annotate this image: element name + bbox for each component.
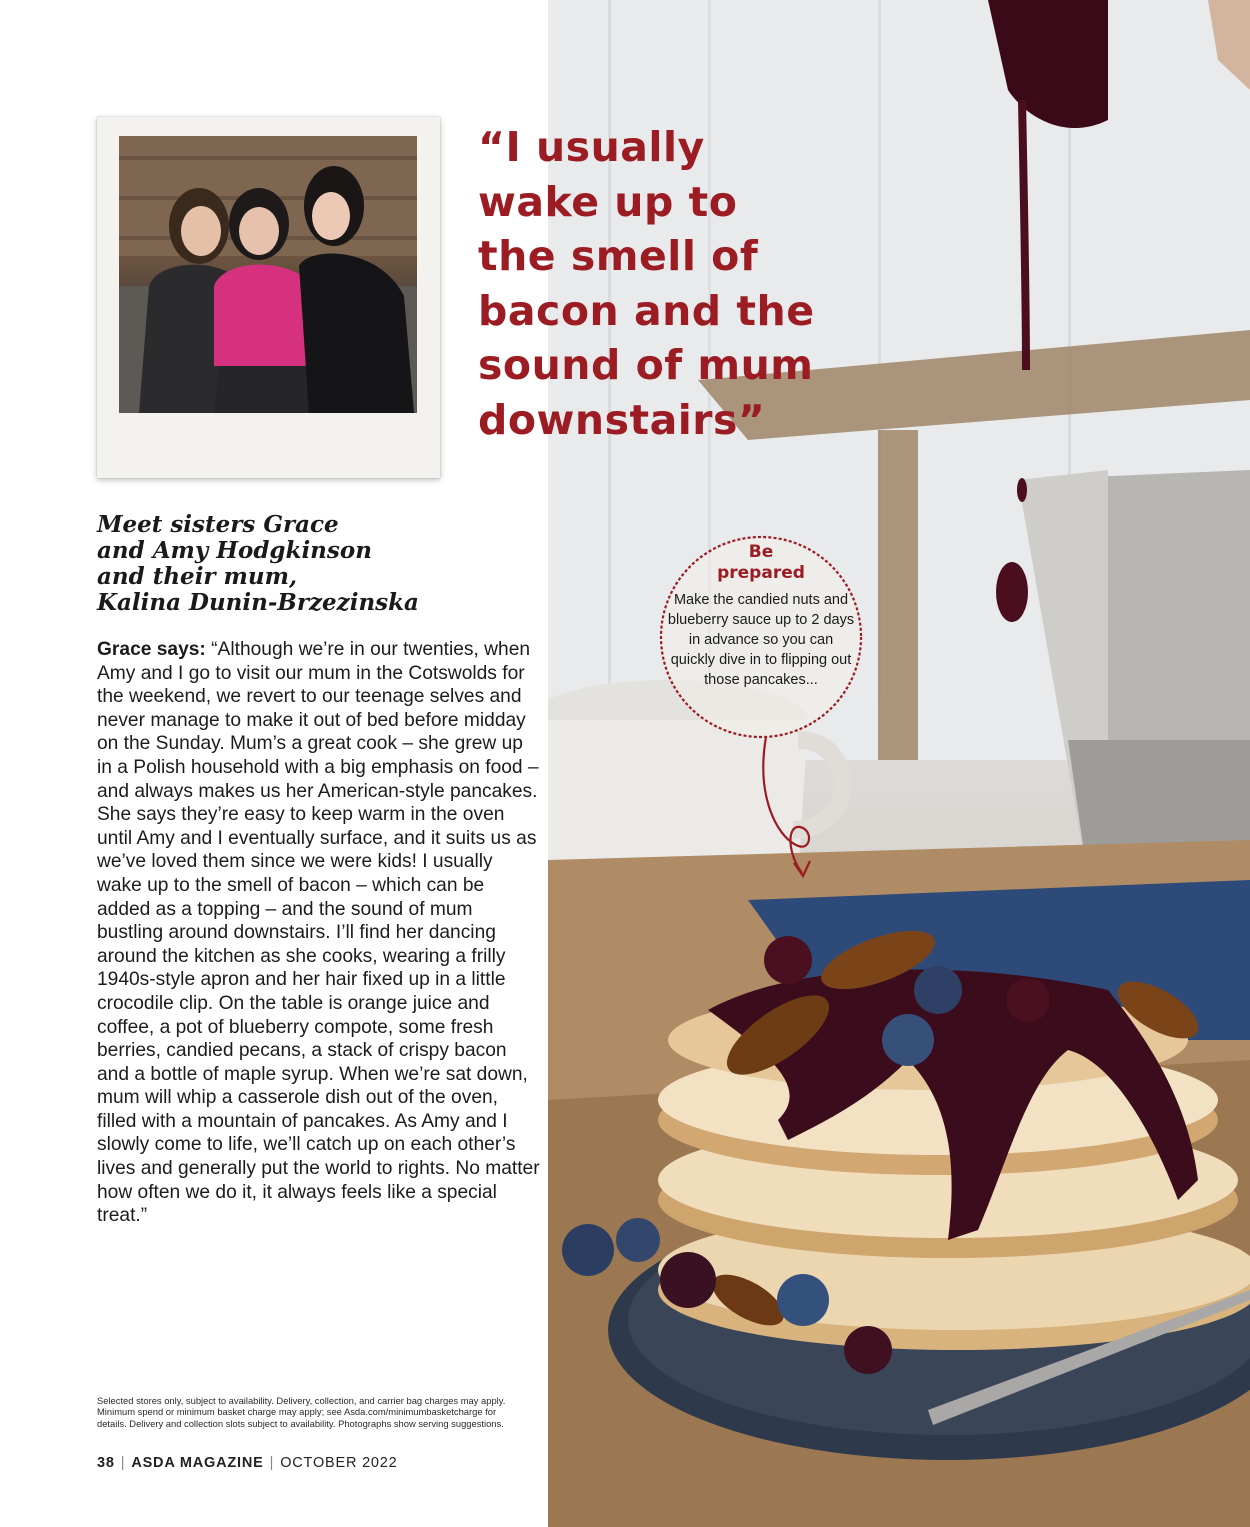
tip-badge (656, 532, 866, 742)
issue-date: OCTOBER 2022 (280, 1455, 398, 1471)
speaker-label: Grace says: (97, 639, 206, 660)
footer-separator: | (120, 1455, 126, 1471)
article-body (97, 638, 542, 1228)
page-footer (97, 1455, 398, 1471)
pull-quote: “I usually wake up to the smell of bacon and the sound of mum downstairs” (478, 123, 815, 444)
page-number: 38 (97, 1455, 115, 1471)
article-text: “Although we’re in our twenties, when Amy and I go to visit our mum in the Cotswolds for the weekend, we revert to our teenage selves and never manage to make it out of bed before midday on the Sunday. Mum’s a great cook – she grew up in a Polish household with a big emphasis on food – and always makes us her American-style pancakes. She says they’re easy to keep warm in the oven until Amy and I eventually surface, and it suits us as we’ve loved them since we were kids! I usually wake up to the smell of bacon – which can be added as a topping – and the sound of mum bustling around downstairs. I’ll find her dancing around the kitchen as she cooks, wearing a frilly 1940s-style apron and her hair fixed up in a little crocodile clip. On the table is orange juice and coffee, a pot of blueberry compote, some fresh berries, candied pecans, a stack of crispy bacon and a bottle of maple syrup. When we’re sat down, mum will whip a casserole dish out of the oven, filled with a mountain of pancakes. As Amy and I slowly come to life, we’ll catch up on each other’s lives and generally put the world to rights. No matter how often we do it, it always feels like a special treat.” (97, 639, 540, 1227)
family-photo (119, 136, 417, 413)
family-polaroid (97, 117, 440, 478)
intro-heading: Meet sisters Grace and Amy Hodgkinson and their mum, Kalina Dunin-Brzezinska (97, 511, 419, 616)
tip-arrow-icon (736, 735, 826, 885)
tip-title: Be prepared (717, 542, 805, 583)
family-photo-illustration (119, 136, 417, 413)
tip-text: Make the candied nuts and blueberry sauce up to 2 days in advance so you can quickly dive in to flipping out those pancakes... (667, 592, 855, 688)
footer-separator: | (269, 1455, 275, 1471)
disclaimer: Selected stores only, subject to availability. Delivery, collection, and carrier bag charges may apply. Minimum spend or minimum basket charge may apply; see Asda.com/minimumbasketcharge for details. Delivery and collection slots subject to availability. Photographs show serving suggestions. (97, 1395, 506, 1429)
magazine-name: ASDA MAGAZINE (131, 1455, 264, 1471)
